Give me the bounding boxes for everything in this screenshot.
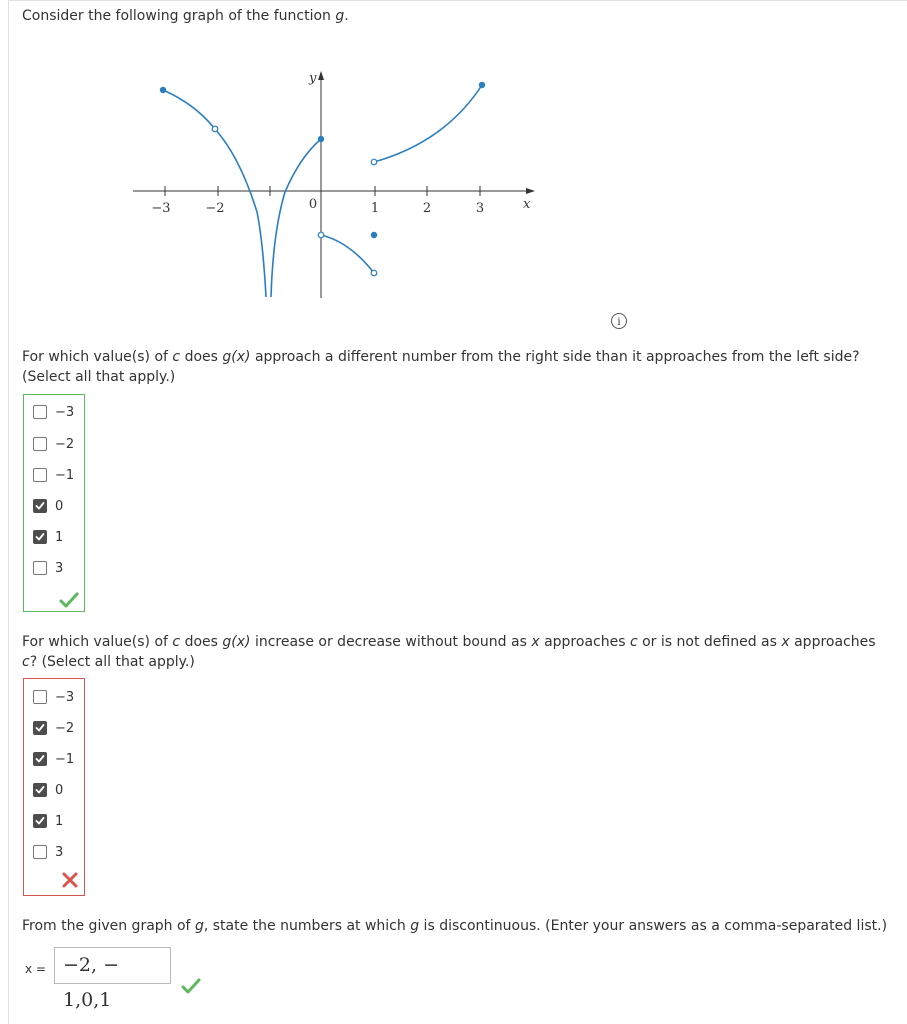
option-3[interactable] (33, 498, 63, 514)
tick-label: 0 (308, 197, 318, 212)
answer-input[interactable]: −2, − 1,0,1 (54, 947, 171, 984)
option-5[interactable] (33, 560, 63, 576)
curve-decreasing-segment (321, 235, 374, 273)
y-axis-label: y (309, 71, 317, 86)
closed-point (371, 232, 377, 238)
option-label: 1 (55, 813, 64, 829)
question-1-text: For which value(s) of c does g(x) approach a different number from the right side than it approaches from the left side? (Select all that apply.) (22, 349, 860, 385)
checkbox[interactable] (33, 721, 47, 735)
question-2-text: For which value(s) of c does g(x) increase or decrease without bound as x approaches c or is not defined as x approaches c? (Select all that apply.) (22, 634, 876, 670)
checkbox[interactable] (33, 530, 47, 544)
checkbox[interactable] (33, 468, 47, 482)
curve-middle-branch (271, 139, 321, 297)
option-label: −3 (55, 404, 75, 420)
x-axis-arrow (526, 188, 535, 194)
option-label: 0 (55, 782, 64, 798)
option-label: 0 (55, 498, 64, 514)
answer-label: x = (25, 962, 46, 976)
checkbox[interactable] (33, 405, 47, 419)
checkbox[interactable] (33, 499, 47, 513)
tick-label: −3 (151, 201, 171, 216)
cross-icon (62, 872, 78, 888)
option-label: 1 (55, 529, 64, 545)
tick-label: 1 (370, 201, 380, 216)
checkbox[interactable] (33, 783, 47, 797)
open-point (371, 159, 377, 165)
option-4[interactable] (33, 813, 63, 829)
open-point (371, 270, 377, 276)
check-icon (181, 978, 201, 994)
checkbox[interactable] (33, 690, 47, 704)
curve-right-segment (374, 85, 482, 162)
info-icon[interactable] (610, 312, 628, 330)
question-3-text: From the given graph of g, state the numbers at which g is discontinuous. (Enter your answers as a comma-separated list.) (22, 918, 888, 934)
x-axis-label: x (523, 197, 531, 212)
checkbox[interactable] (33, 561, 47, 575)
option-1[interactable] (33, 436, 74, 452)
checkbox[interactable] (33, 814, 47, 828)
curve-left-segment (163, 90, 215, 129)
closed-point (318, 136, 324, 142)
y-axis-arrow (318, 71, 324, 80)
option-1[interactable] (33, 720, 74, 736)
option-4[interactable] (33, 529, 63, 545)
open-point (318, 232, 324, 238)
option-0[interactable] (33, 404, 74, 420)
closed-point (479, 82, 485, 88)
option-label: 3 (55, 560, 64, 576)
option-0[interactable] (33, 689, 74, 705)
checkbox[interactable] (33, 845, 47, 859)
check-icon (59, 592, 79, 608)
tick-label: 2 (422, 201, 432, 216)
option-label: 3 (55, 844, 64, 860)
option-5[interactable] (33, 844, 63, 860)
option-label: −3 (55, 689, 75, 705)
option-label: −2 (55, 720, 75, 736)
option-label: −1 (55, 467, 75, 483)
open-point (212, 126, 218, 132)
function-graph (125, 62, 545, 302)
checkbox[interactable] (33, 437, 47, 451)
option-2[interactable] (33, 751, 74, 767)
option-label: −1 (55, 751, 75, 767)
tick-label: 3 (475, 201, 485, 216)
option-2[interactable] (33, 467, 74, 483)
closed-point (160, 87, 166, 93)
intro-text: Consider the following graph of the function g. (22, 8, 349, 24)
tick-label: −2 (205, 201, 225, 216)
checkbox[interactable] (33, 752, 47, 766)
option-label: −2 (55, 436, 75, 452)
svg-text:i: i (617, 317, 621, 328)
option-3[interactable] (33, 782, 63, 798)
